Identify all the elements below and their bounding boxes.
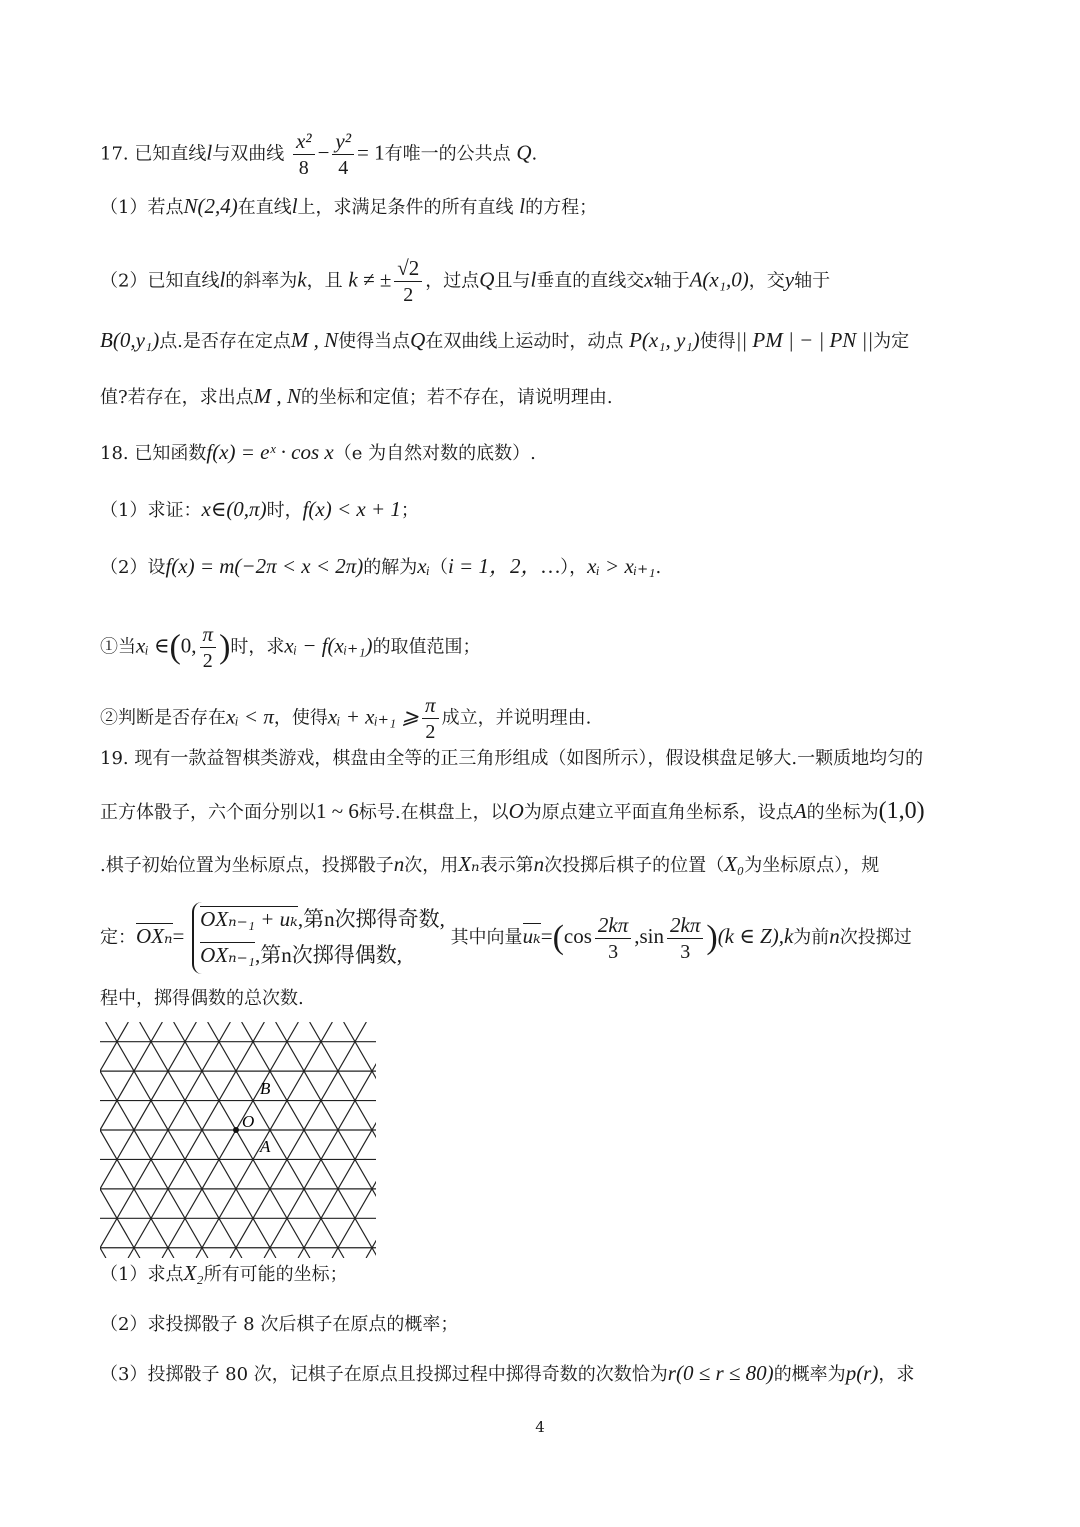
p18-sub2: ②判断是否存在xᵢ < π，使得xᵢ + xᵢ₊₁ ⩾ $\frac{\pi}{2}$ 成立，并说明理由. [100, 693, 592, 743]
p19-q3: （3）投掷骰子 80 次，记棋子在原点且投掷过程中掷得奇数的次数恰为r(0 ≤ r ≤ 80)的概率为p(r)，求 [100, 1361, 915, 1385]
frac-pi-2b: $\frac{\pi}{2}$ [422, 692, 439, 745]
p19-line2: 正方体骰子，六个面分别以1 ~ 6标号.在棋盘上，以O为原点建立平面直角坐标系，设点A的坐标为(1,0) [100, 798, 925, 824]
p19-q1: （1）求点X₂所有可能的坐标； [100, 1261, 348, 1285]
frac-pi-2: $\frac{\pi}{2}$ [200, 621, 217, 674]
grid-line-diagonal [230, 1022, 366, 1258]
label-O: O [242, 1112, 255, 1131]
p18-part2: （2）设f(x) = m(−2π < x < 2π)的解为xᵢ（i = 1，2，…），xᵢ > xᵢ₊₁. [100, 554, 662, 578]
frac-x2-8: $\frac{\text{x²}}{8}$ [293, 128, 315, 181]
math: A(x₁,0) [689, 267, 749, 292]
grid-line-diagonal [100, 1022, 106, 1258]
grid-lines [100, 1022, 376, 1258]
frac-sqrt2-2: $\frac{√2}{2}$ [394, 255, 422, 308]
grid-line-diagonal [162, 1022, 298, 1258]
label-A: A [260, 1137, 271, 1156]
text: 17. 已知直线 [100, 143, 207, 165]
grid-line-diagonal [106, 1022, 242, 1258]
p19-q2: （2）求投掷骰子 8 次后棋子在原点的概率； [100, 1314, 459, 1335]
page-number: 4 [535, 1418, 545, 1436]
p17-part2-line1: （2）已知直线l的斜率为k，且 k ≠ ± $\frac{√2}{2}$ ，过点Q且与l垂直的直线交x轴于A(x₁,0)，交y轴于 [100, 256, 831, 306]
origin-dot [233, 1127, 239, 1133]
frac-2kpi-3b: $\frac{2k\pi}{3}$ [667, 912, 703, 965]
p17-part2-line3: 值?若存在，求出点M , N的坐标和定值；若不存在，请说明理由. [100, 384, 613, 408]
grid-line-diagonal [208, 1022, 344, 1258]
math: = 1 [357, 140, 385, 165]
grid-line-diagonal [140, 1022, 276, 1258]
text: 与双曲线 [212, 143, 285, 165]
frac-2kpi-3: $\frac{2k\pi}{3}$ [595, 912, 631, 965]
grid-line-diagonal [344, 1022, 376, 1258]
grid-line-diagonal [276, 1022, 376, 1258]
text: . [531, 143, 538, 165]
p17-line1 [100, 128, 537, 181]
math: P(x₁, y₁) [629, 328, 700, 352]
grid-line-diagonal [366, 1022, 376, 1258]
p18-part1: （1）求证：x∈(0,π)时，f(x) < x + 1； [100, 497, 419, 521]
math: Q [516, 140, 532, 165]
math: k ≠ ± [348, 267, 392, 292]
grid-line-diagonal [332, 1022, 376, 1258]
piecewise: OXₙ₋₁ + uₖ,第n次掷得奇数, OXₙ₋₁,第n次掷得偶数, [192, 902, 445, 974]
p18-sub1: ①当xᵢ ∈(0, $\frac{\pi}{2}$ )时，求xᵢ − f(xᵢ₊₁)的取值范围； [100, 622, 481, 672]
grid-line-diagonal [264, 1022, 376, 1258]
p18-line1: 18. 已知函数f(x) = eˣ · cos x（e 为自然对数的底数）. [100, 440, 536, 464]
p19-line3: .棋子初始位置为坐标原点，投掷骰子n次，用Xₙ表示第n次投掷后棋子的位置（X₀为坐标原点），规 [100, 852, 880, 876]
label-B: B [260, 1079, 271, 1098]
frac-y2-4: $\frac{\text{y²}}{4}$ [332, 128, 354, 181]
math: − [317, 140, 330, 165]
math: || PM | − | PN || [735, 328, 874, 352]
math: B(0,y₁) [100, 328, 160, 352]
math: l [206, 140, 213, 165]
p17-part1: （1）若点N(2,4)在直线l上，求满足条件的所有直线 l的方程； [100, 194, 598, 218]
math: f(x) = eˣ · cos x [206, 440, 334, 464]
p19-definition: 定：OXₙ= OXₙ₋₁ + uₖ,第n次掷得奇数, OXₙ₋₁,第n次掷得偶数, 其中向量uₖ=(cos $\frac{2k\pi}{3}$ ,sin $\frac{2k\pi}{3}$ )(k ∈ Z),k为前n次投掷过 [100, 902, 912, 974]
math: N(2,4) [183, 194, 238, 218]
p17-part2-line2: B(0,y₁)点.是否存在定点M , N使得当点Q在双曲线上运动时，动点 P(x₁, y₁)使得|| PM | − | PN ||为定 [100, 328, 910, 352]
triangular-grid-figure [100, 1022, 376, 1258]
text: 有唯一的公共点 [384, 143, 511, 165]
vector-OXn: OXₙ [136, 924, 173, 948]
p19-line1: 19. 现有一款益智棋类游戏，棋盘由全等的正三角形组成（如图所示），假设棋盘足够大.一颗质地均匀的 [100, 748, 924, 769]
grid-line-diagonal [128, 1022, 264, 1258]
grid-line-diagonal [174, 1022, 310, 1258]
p19-line5: 程中，掷得偶数的总次数. [100, 988, 304, 1009]
